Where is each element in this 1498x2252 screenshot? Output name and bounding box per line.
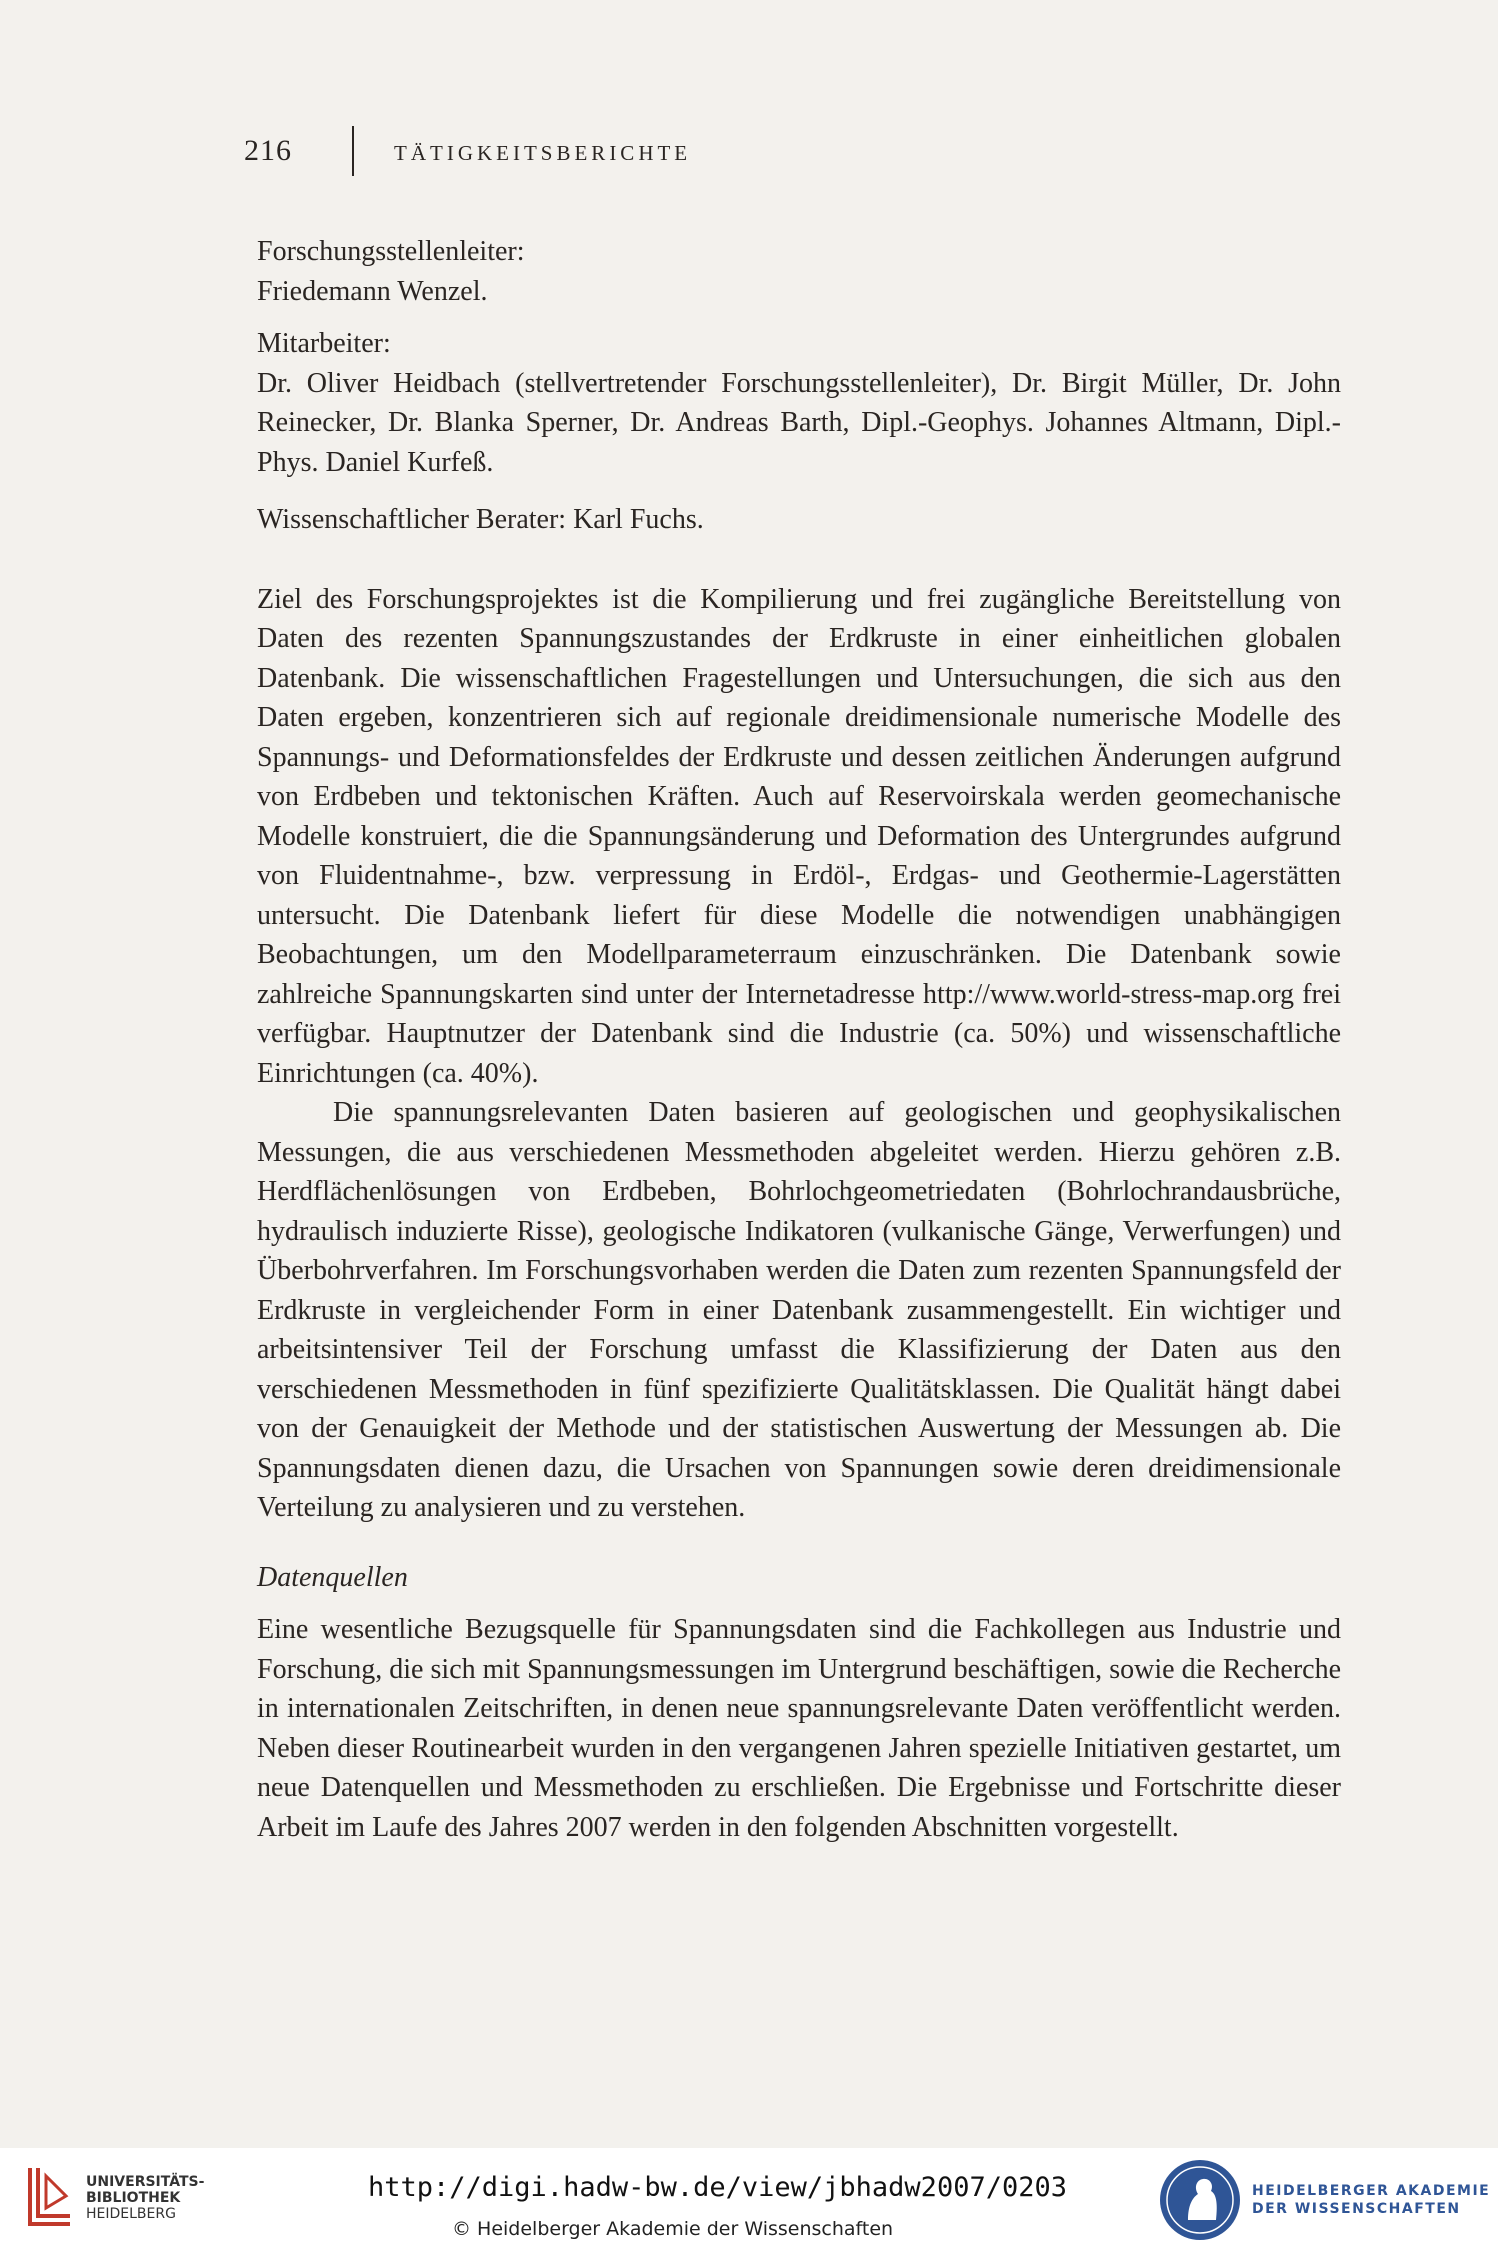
advisor-line: Wissenschaftlicher Berater: Karl Fuchs.	[257, 504, 704, 535]
leader-label: Forschungsstellenleiter:	[257, 236, 525, 267]
header-divider	[352, 126, 354, 176]
academy-seal-icon	[1158, 2158, 1242, 2242]
paragraph-1: Ziel des Forschungsprojektes ist die Kompilierung und frei zugängliche Bereitstellung von Daten des rezenten Spannungszustandes der Erdkruste in einer einheitlichen globalen Datenbank. Die wissenschaftlichen Fragestellungen und Untersuchungen, die sich aus den Daten ergeben, konzentrieren sich auf regionale dreidimensionale numerische Modelle des Spannungs- und Deformationsfeldes der Erdkruste und dessen zeitlichen Änderungen aufgrund von Erdbeben und tektonischen Kräften. Auch auf Reservoirskala werden geomechanische Modelle konstruiert, die die Spannungsänderung und Deformation des Untergrundes aufgrund von Fluidentnahme-, bzw. verpressung in Erdöl-, Erdgas- und Geothermie-Lagerstätten untersucht. Die Datenbank liefert für diese Modelle die notwendigen unabhängigen Beobachtungen, um den Modellparameterraum einzuschränken. Die Datenbank sowie zahlreiche Spannungskarten sind unter der Internetadresse http://www.world-stress-map.org frei verfügbar. Hauptnutzer der Datenbank sind die Industrie (ca. 50%) und wissenschaftliche Einrichtungen (ca. 40%).	[257, 583, 1341, 1089]
library-name-line-3: HEIDELBERG	[86, 2206, 176, 2222]
academy-name	[1252, 2182, 1490, 2218]
academy-name-line-2: DER WISSENSCHAFTEN	[1252, 2201, 1461, 2217]
paragraph-2: Die spannungsrelevanten Daten basieren auf geologischen und geophysikalischen Messungen, die aus verschiedenen Messmethoden abgeleitet werden. Hierzu gehören z.B. Herdflächenlösungen von Erdbeben, Bohrlochgeometriedaten (Bohrlochrandausbrüche, hydraulisch induzierte Risse), geologische Indikatoren (vulkanische Gänge, Verwerfungen) und Überbohrverfahren. Im Forschungsvorhaben werden die Daten zum rezenten Spannungsfeld der Erdkruste in vergleichender Form in einer Datenbank zusammengestellt. Ein wichtiger und arbeitsintensiver Teil der Forschung umfasst die Klassifizierung der Daten aus den verschiedenen Messmethoden in fünf spezifizierte Qualitätsklassen. Die Qualität hängt dabei von der Genauigkeit der Methode und der statistischen Auswertung der Messungen ab. Die Spannungsdaten dienen dazu, die Ursachen von Spannungen sowie deren dreidimensionale Verteilung zu analysieren und zu verstehen.	[257, 1097, 1341, 1523]
academy-name-line-1: HEIDELBERGER AKADEMIE	[1252, 2183, 1491, 2199]
running-head: TÄTIGKEITSBERICHTE	[394, 141, 692, 165]
page-number: 216	[244, 134, 292, 167]
page-header	[244, 126, 1344, 186]
leader-name: Friedemann Wenzel.	[257, 275, 488, 307]
copyright-notice: © Heidelberger Akademie der Wissenschaften	[452, 2218, 894, 2240]
university-library-logo-icon	[26, 2164, 74, 2228]
library-name-line-2: BIBLIOTHEK	[86, 2190, 181, 2206]
staff-label: Mitarbeiter:	[257, 328, 391, 359]
document-url-link[interactable]: http://digi.hadw-bw.de/view/jbhadw2007/0203	[368, 2172, 1067, 2203]
library-name-line-1: UNIVERSITÄTS-	[86, 2174, 205, 2190]
section-heading: Datenquellen	[257, 1561, 408, 1593]
page-body	[257, 232, 1341, 1847]
footer-bar	[0, 2148, 1498, 2252]
paragraph-3: Eine wesentliche Bezugsquelle für Spannungsdaten sind die Fachkollegen aus Industrie und Forschung, die sich mit Spannungsmessungen im Untergrund beschäftigen, sowie die Recherche in internationalen Zeitschriften, in denen neue spannungsrelevante Daten veröffentlicht werden. Neben dieser Routinearbeit wurden in den vergangenen Jahren spezielle Initiativen gestartet, um neue Datenquellen und Messmethoden zu erschließen. Die Ergebnisse und Fortschritte dieser Arbeit im Laufe des Jahres 2007 werden in den folgenden Abschnitten vorgestellt.	[257, 1614, 1341, 1843]
staff-names: Dr. Oliver Heidbach (stellvertretender Forschungsstellenleiter), Dr. Birgit Müller, Dr. John Reinecker, Dr. Blanka Sperner, Dr. Andreas Barth, Dipl.-Geophys. Johannes Altmann, Dipl.-Phys. Daniel Kurfeß.	[257, 367, 1341, 478]
library-name	[86, 2174, 204, 2222]
